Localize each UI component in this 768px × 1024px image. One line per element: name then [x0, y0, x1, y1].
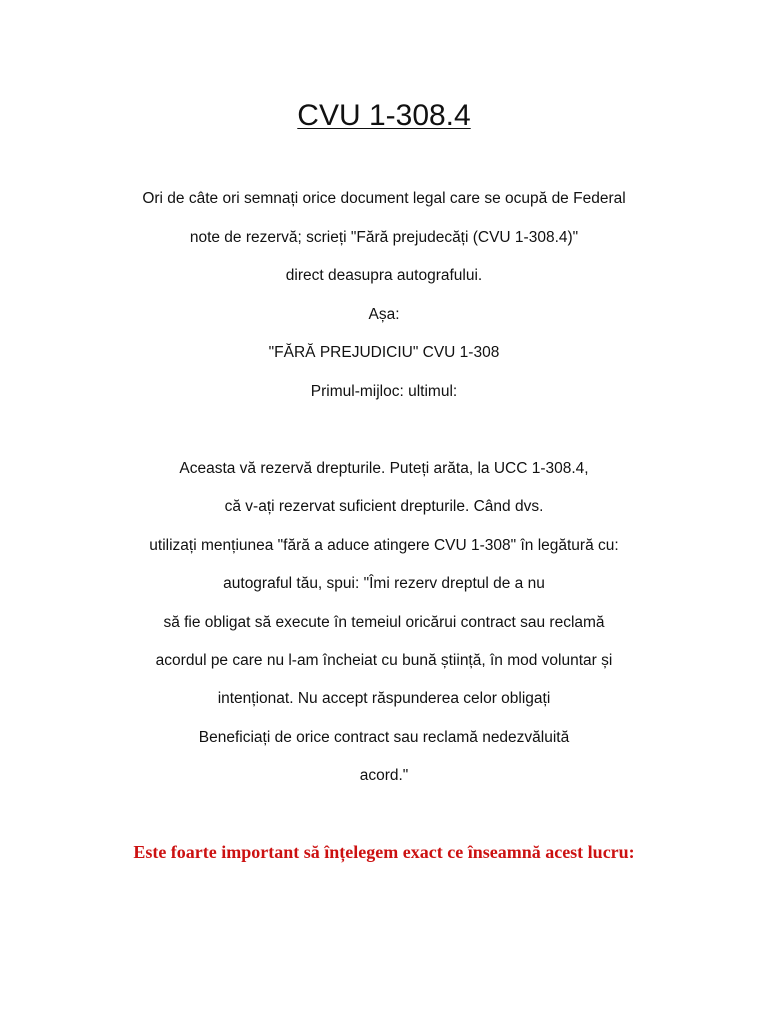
- paragraph-line-6: Primul-mijloc: ultimul:: [310, 383, 458, 400]
- paragraph-line-8: că v-ați rezervat suficient drepturile. Când dvs.: [224, 498, 544, 515]
- paragraph-line-9: utilizați mențiunea "fără a aduce atingere CVU 1-308" în legătură cu:: [149, 537, 619, 554]
- paragraph-line-7: Aceasta vă rezervă drepturile. Puteți arăta, la UCC 1-308.4,: [179, 460, 589, 477]
- paragraph-line-12: acordul pe care nu l-am încheiat cu bună știință, în mod voluntar și: [155, 652, 613, 669]
- emphasis-heading: Este foarte important să înțelegem exact ce înseamnă acest lucru:: [133, 842, 635, 862]
- paragraph-line-5: "FĂRĂ PREJUDICIU" CVU 1-308: [268, 344, 500, 361]
- paragraph-line-13: intenționat. Nu accept răspunderea celor obligați: [217, 690, 551, 707]
- document-title-text: CVU 1-308.4: [297, 99, 471, 132]
- paragraph-line-4: Așa:: [368, 306, 400, 323]
- paragraph-line-14: Beneficiați de orice contract sau reclamă nedezvăluită: [198, 729, 570, 746]
- paragraph-line-15: acord.": [359, 767, 409, 784]
- paragraph-line-2: note de rezervă; scrieți "Fără prejudecăți (CVU 1-308.4)": [189, 229, 579, 246]
- paragraph-line-3: direct deasupra autografului.: [285, 267, 483, 284]
- paragraph-line-10: autograful tău, spui: "Îmi rezerv dreptul de a nu: [223, 575, 545, 592]
- paragraph-line-11: să fie obligat să execute în temeiul oricărui contract sau reclamă: [163, 614, 605, 631]
- paragraph-line-1: Ori de câte ori semnați orice document legal care se ocupă de Federal: [142, 190, 626, 207]
- document-title: [0, 96, 768, 136]
